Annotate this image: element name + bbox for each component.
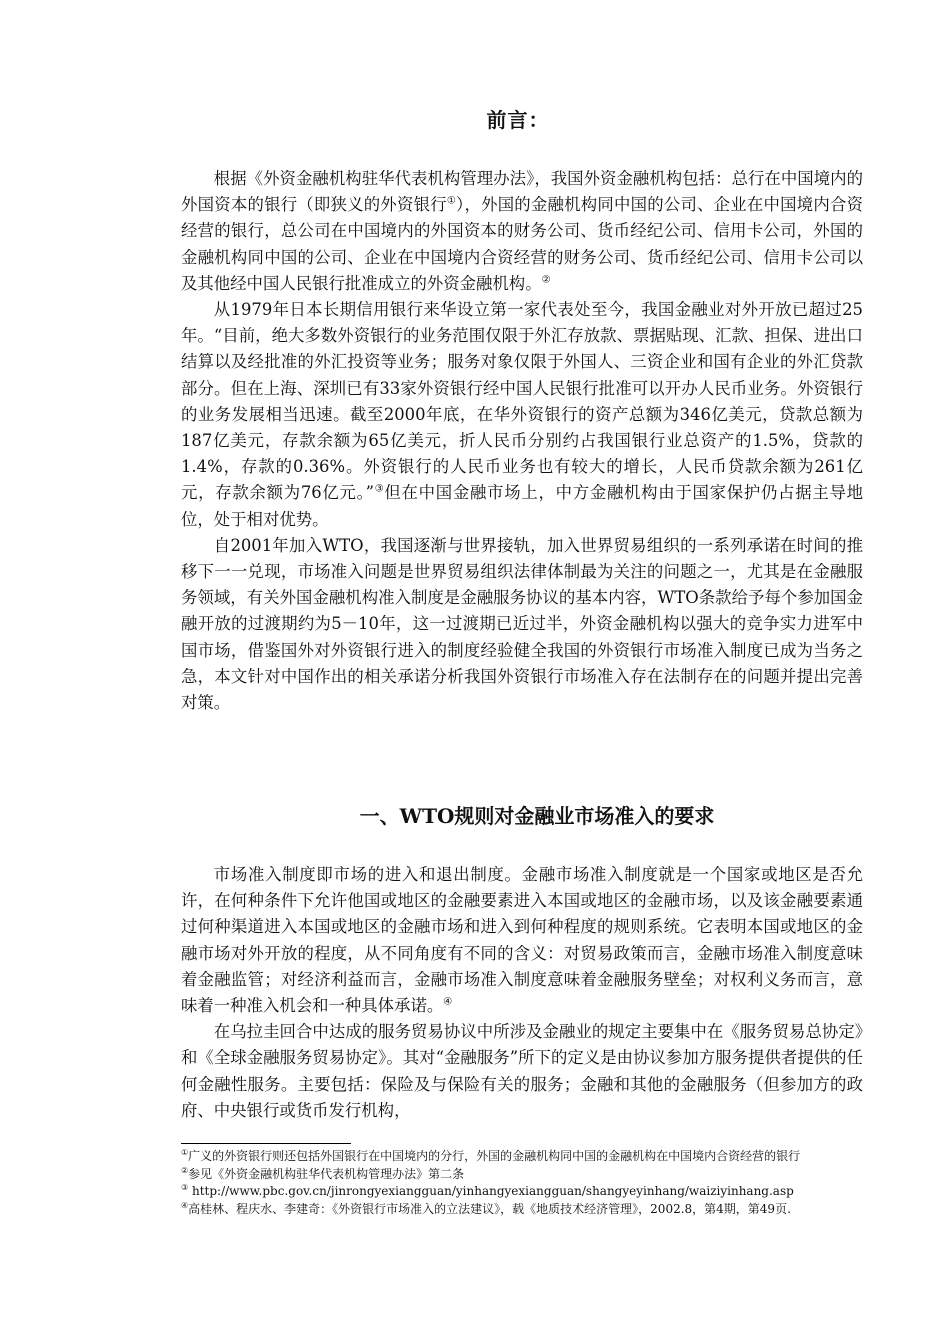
footnotes: [181, 1148, 871, 1218]
footnote-2: ②参见《外资金融机构驻华代表机构管理办法》第二条: [181, 1165, 465, 1181]
intro-section: [181, 166, 863, 716]
footnote-ref-4[interactable]: ④: [443, 996, 453, 1008]
section-paragraph-1: 市场准入制度即市场的进入和退出制度。金融市场准入制度就是一个国家或地区是否允许，在何种条件下允许他国或地区的金融要素进入本国或地区的金融市场，以及该金融要素通过何种渠道进入本国或地区的金融市场和进入到何种程度的规则系统。它表明本国或地区的金融市场对外开放的程度，从不同角度有不同的含义：对贸易政策而言，金融市场准入制度意味着金融监管；对经济利益而言，金融市场准入制度意味着金融服务壁垒；对权利义务而言，意味着一种准入机会和一种具体承诺。④: [181, 865, 863, 1016]
footnote-divider: [181, 1143, 351, 1144]
section-paragraph-2: 在乌拉圭回合中达成的服务贸易协议中所涉及金融业的规定主要集中在《服务贸易总协定》和《全球金融服务贸易协定》。其对“金融服务”所下的定义是由协议参加方服务提供者提供的任何金融性服务。主要包括：保险及与保险有关的服务；金融和其他的金融服务（但参加方的政府、中央银行或货币发行机构，: [181, 1022, 863, 1120]
footnote-ref-2[interactable]: ②: [541, 274, 551, 286]
intro-paragraph-3: 自2001年加入WTO，我国逐渐与世界接轨，加入世界贸易组织的一系列承诺在时间的推移下一一兑现，市场准入问题是世界贸易组织法律体制最为关注的问题之一，尤其是在金融服务领域，有关外国金融机构准入制度是金融服务协议的基本内容，WTO条款给予每个参加国金融开放的过渡期约为5－10年，这一过渡期已近过半，外资金融机构以强大的竞争实力进军中国市场，借鉴国外对外资银行进入的制度经验健全我国的外资银行市场准入制度已成为当务之急，本文针对中国作出的相关承诺分析我国外资银行市场准入存在法制存在的问题并提出完善对策。: [181, 535, 863, 713]
section-heading: 一、WTO规则对金融业市场准入的要求: [359, 804, 715, 828]
footnote-4: ④高桂林、程庆水、李建奇：《外资银行市场准入的立法建议》，载《地质技术经济管理》，2002.8，第4期，第49页.: [181, 1200, 791, 1216]
footnote-ref-3[interactable]: ③: [373, 483, 385, 495]
footnote-ref-1[interactable]: ①: [446, 195, 457, 207]
intro-paragraph-2: 从1979年日本长期信用银行来华设立第一家代表处至今，我国金融业对外开放已超过25年。“目前，绝大多数外资银行的业务范围仅限于外汇存放款、票据贴现、汇款、担保、进出口结算以及经批准的外汇投资等业务；服务对象仅限于外国人、三资企业和国有企业的外汇贷款部分。但在上海、深圳已有33家外资银行经中国人民银行批准可以开办人民币业务。外资银行的业务发展相当迅速。截至2000年底，在华外资银行的资产总额为346亿美元，贷款总额为187亿美元，存款余额为65亿美元，折人民币分别约占我国银行业总资产的1.5%，贷款的1.4%，存款的0.36%。外资银行的人民币业务也有较大的增长，人民币贷款余额为261亿元，存款余额为76亿元。”③但在中国金融市场上，中方金融机构由于国家保护仍占据主导地位，处于相对优势。: [181, 300, 863, 529]
section-body: [181, 862, 863, 1124]
page-title: 前言：: [486, 108, 550, 132]
footnote-3: ③ http://www.pbc.gov.cn/jinrongyexiangguan/yinhangyexiangguan/shangyeyinhang/waiziyinhang.asp: [181, 1183, 794, 1198]
footnote-3-link[interactable]: http://www.pbc.gov.cn/jinrongyexiangguan/yinhangyexiangguan/shangyeyinhang/waiziyinhang.asp: [188, 1184, 794, 1198]
intro-paragraph-1: 根据《外资金融机构驻华代表机构管理办法》，我国外资金融机构包括：总行在中国境内的外国资本的银行（即狭义的外资银行①），外国的金融机构同中国的公司、企业在中国境内合资经营的银行，总公司在中国境内的外国资本的财务公司、货币经纪公司、信用卡公司，外国的金融机构同中国的公司、企业在中国境内合资经营的财务公司、货币经纪公司、信用卡公司以及其他经中国人民银行批准成立的外资金融机构。②: [181, 169, 863, 293]
footnote-1: ①广义的外资银行则还包括外国银行在中国境内的分行，外国的金融机构同中国的金融机构在中国境内合资经营的银行: [181, 1148, 801, 1163]
